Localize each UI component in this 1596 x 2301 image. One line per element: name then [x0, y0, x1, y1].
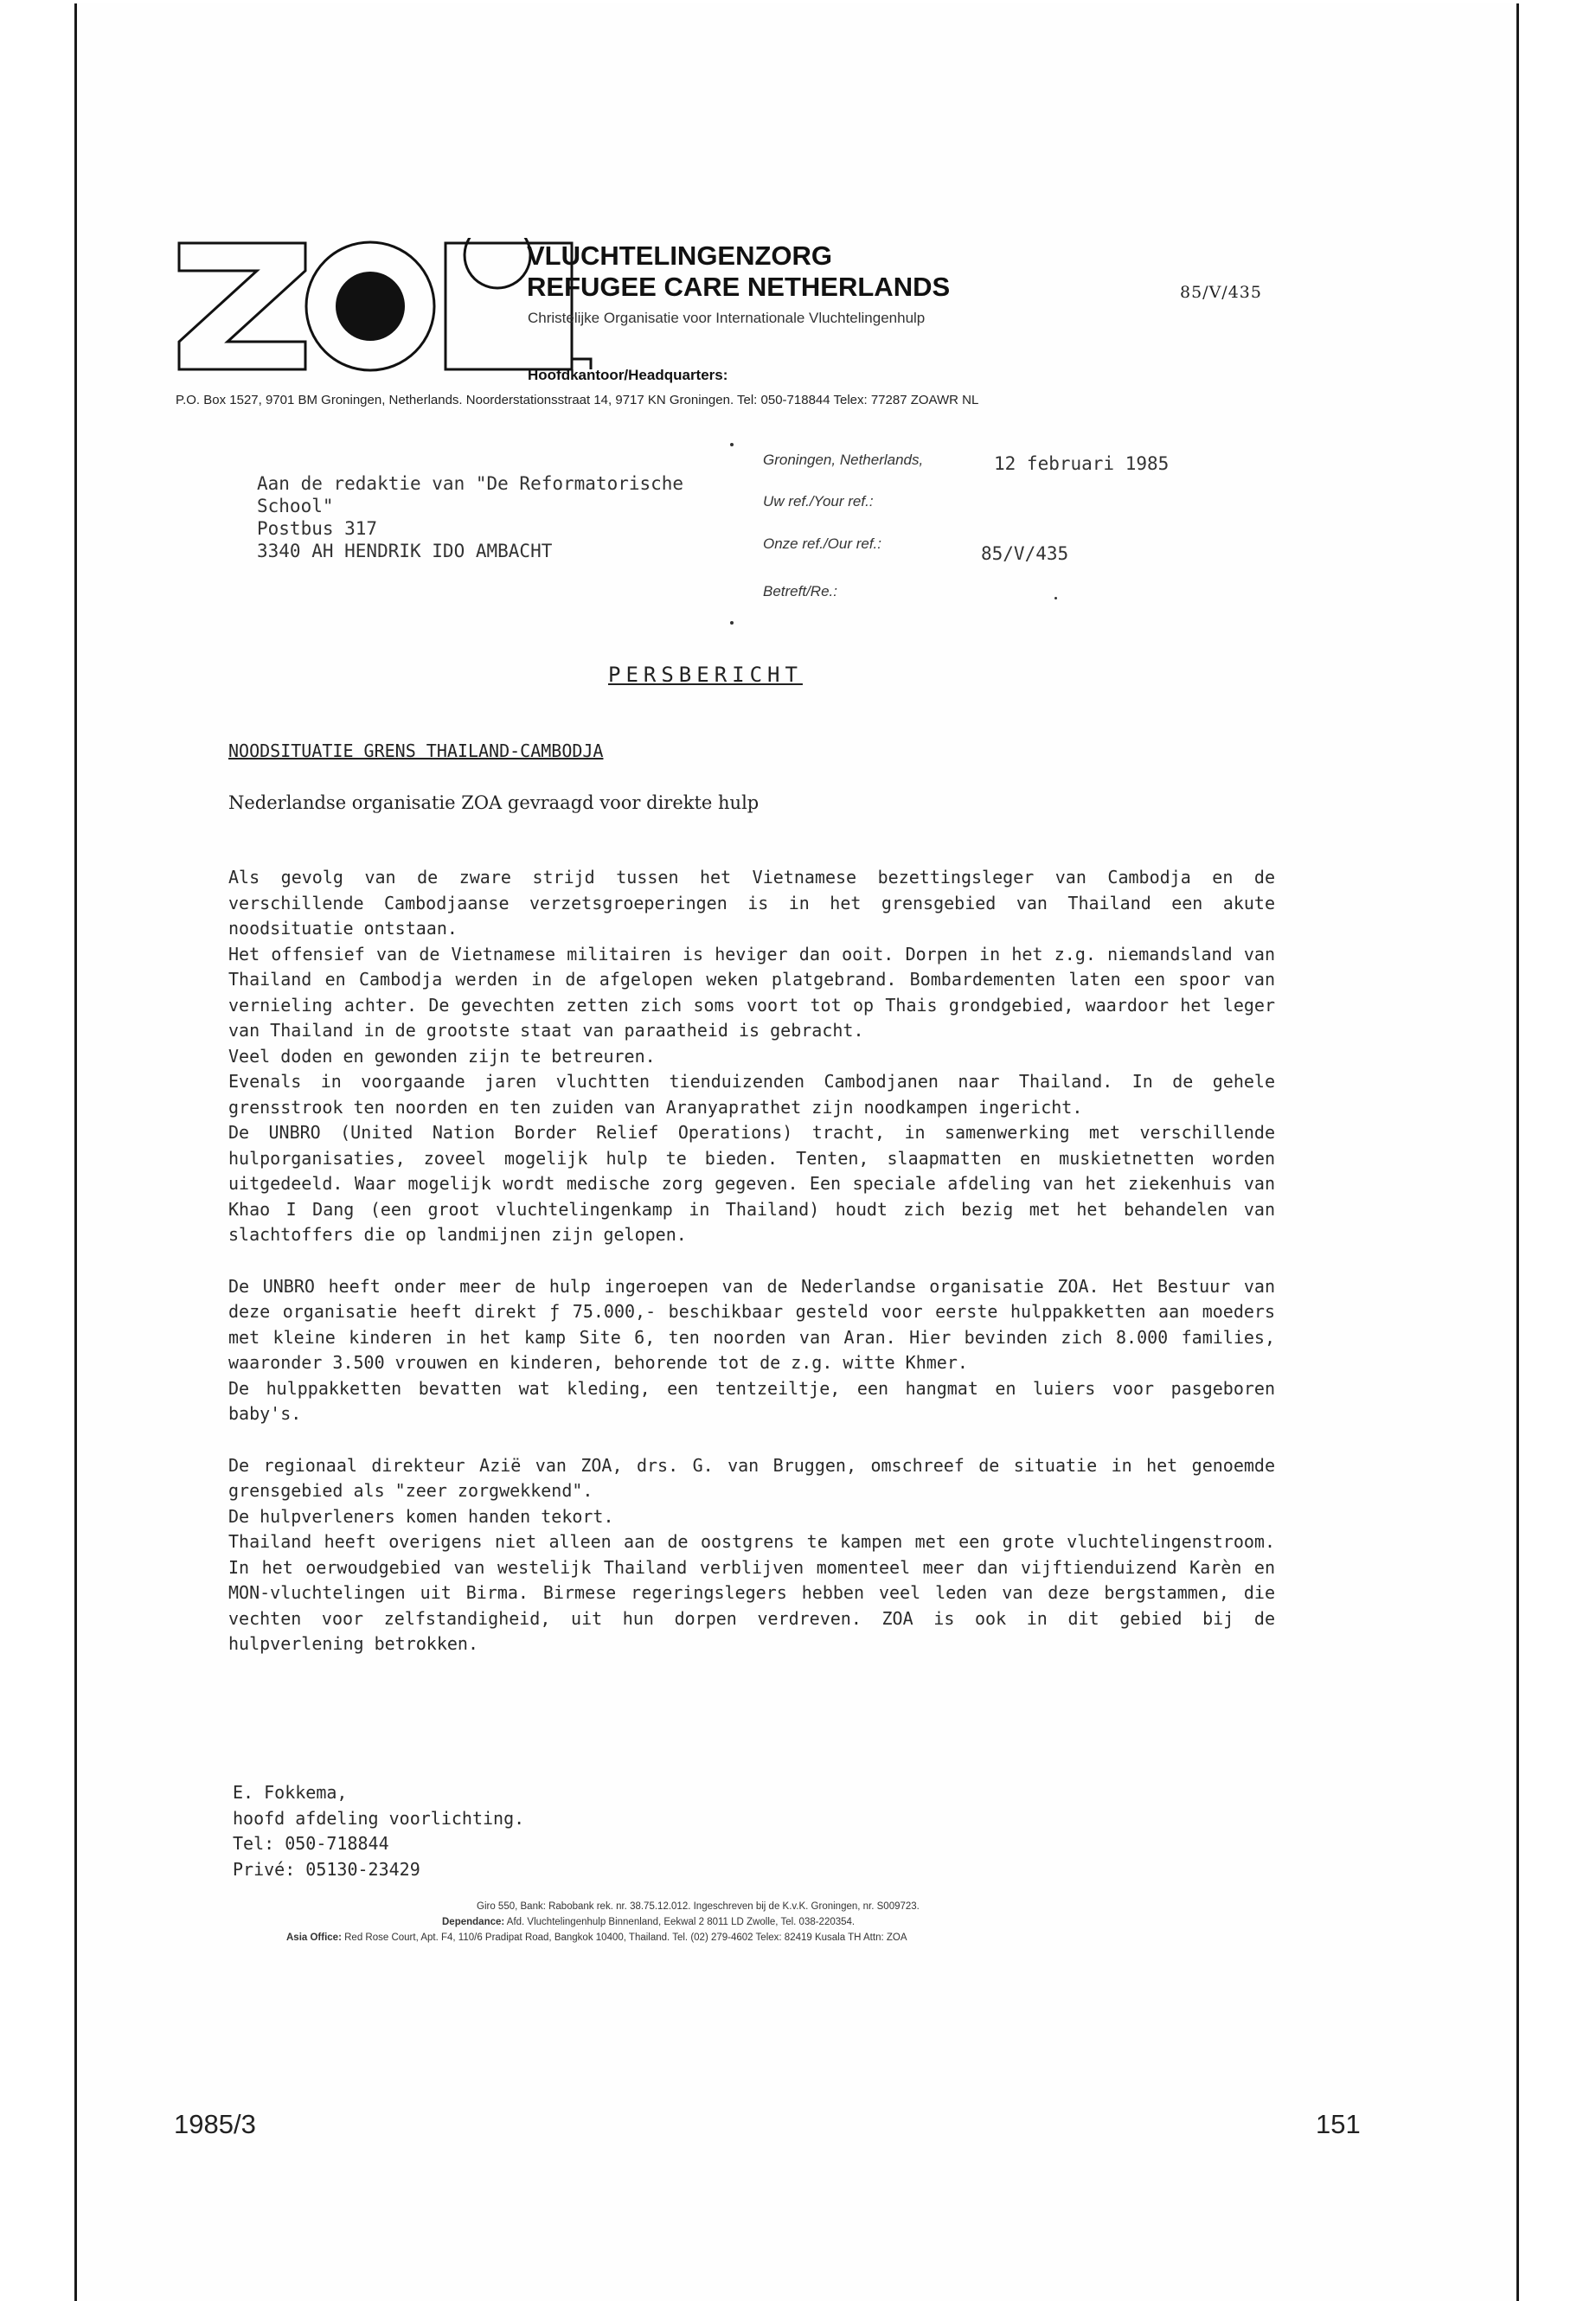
asia-office-text: Red Rose Court, Apt. F4, 110/6 Pradipat Road, Bangkok 10400, Thailand. Tel. (02) 279-4602 Telex: 82419 Kusala TH Attn: ZOA: [344, 1932, 907, 1943]
headquarters-label: Hoofdkantoor/Headquarters:: [528, 367, 728, 383]
recipient-line: School": [257, 496, 334, 516]
our-ref-value: 85/V/435: [981, 543, 1069, 564]
body-paragraph: De UNBRO heeft onder meer de hulp ingeroepen van de Nederlandse organisatie ZOA. Het Bestuur van deze organisatie heeft direkt ƒ 75.000,- beschikbaar gesteld voor eerste hulppakketten aan moeders met kleine kinderen in het kamp Site 6, ten noorden van Aran. Hier bevinden zich 8.000 families, waaronder 3.500 vrouwen en kinderen, behorende tot de z.g. witte Khmer.: [228, 1275, 1275, 1373]
recipient-block: [257, 472, 683, 562]
body-paragraph: De hulppakketten bevatten wat kleding, een tentzeiltje, een hangmat en luiers voor pasgeboren baby's.: [228, 1377, 1275, 1424]
signature-tel: Tel: 050-718844: [233, 1833, 389, 1854]
recipient-line: Aan de redaktie van "De Reformatorische: [257, 473, 684, 494]
org-name-line2: REFUGEE CARE NETHERLANDS: [527, 272, 951, 302]
footer-line-asia: [286, 1932, 907, 1943]
place-label: Groningen, Netherlands,: [763, 452, 924, 468]
body-paragraph: Het offensief van de Vietnamese militairen is heviger dan ooit. Dorpen in het z.g. niemandsland van Thailand en Cambodja werden in de afgelopen weken platgebrand. Bombardementen laten een spoor van vernieling achter. De gevechten zetten zich soms voort tot op Thais grondgebied, waardoor het leger van Thailand in de grootste staat van paraatheid is gebracht.: [228, 943, 1275, 1041]
signature-role: hoofd afdeling voorlichting.: [233, 1807, 525, 1829]
asia-office-label: Asia Office:: [286, 1932, 342, 1943]
re-label: Betreft/Re.:: [763, 583, 837, 599]
bullet-dot: [730, 621, 734, 625]
dependance-text: Afd. Vluchtelingenhulp Binnenland, Eekwal 2 8011 LD Zwolle, Tel. 038-220354.: [506, 1917, 856, 1927]
dependance-label: Dependance:: [442, 1917, 505, 1927]
bullet-dot: [1054, 597, 1057, 599]
bullet-dot: [730, 443, 734, 446]
body-paragraph: Thailand heeft overigens niet alleen aan de oostgrens te kampen met een grote vluchtelingenstroom. In het oerwoudgebied van westelijk Thailand verblijven momenteel meer dan vijftienduizend Karèn en MON-vluchtelingen uit Birma. Birmese regeringslegers hebben veel leden van deze bergstammen, die vechten voor zelfstandigheid, uit hun dorpen verdreven. ZOA is ook in dit gebied bij de hulpverlening betrokken.: [228, 1531, 1275, 1654]
subheadline: Nederlandse organisatie ZOA gevraagd voor direkte hulp: [228, 792, 760, 813]
body-paragraph: Evenals in voorgaande jaren vluchtten tienduizenden Cambodjanen naar Thailand. In de gehele grensstrook ten noorden en ten zuiden van Aranyaprathet zijn noodkampen ingericht.: [228, 1071, 1275, 1118]
our-ref-label: Onze ref./Our ref.:: [763, 535, 881, 552]
signature-block: [233, 1780, 524, 1882]
letterhead-address: P.O. Box 1527, 9701 BM Groningen, Netherlands. Noorderstationsstraat 14, 9717 KN Groningen. Tel: 050-718844 Telex: 77287 ZOAWR NL: [176, 393, 979, 407]
top-reference: 85/V/435: [1180, 283, 1262, 302]
press-release-title: PERSBERICHT: [608, 663, 803, 687]
letter-date: 12 februari 1985: [994, 453, 1170, 474]
press-body: [228, 865, 1275, 1657]
page-number: 151: [1316, 2109, 1361, 2139]
headline: NOODSITUATIE GRENS THAILAND-CAMBODJA: [228, 740, 604, 761]
recipient-line: 3340 AH HENDRIK IDO AMBACHT: [257, 541, 553, 561]
footer-line-dependance: [442, 1917, 855, 1927]
letter-page: [74, 3, 1519, 2301]
body-paragraph: De UNBRO (United Nation Border Relief Operations) tracht, in samenwerking met verschillende hulporganisaties, zoveel mogelijk hulp te bieden. Tenten, slaapmatten en muskietnetten worden uitgedeeld. Waar mogelijk wordt medische zorg gegeven. Een speciale afdeling van het ziekenhuis van Khao I Dang (een groot vluchtelingenkamp in Thailand) houdt zich bezig met het behandelen van slachtoffers die op landmijnen zijn gelopen.: [228, 1122, 1275, 1245]
org-name-line1: VLUCHTELINGENZORG: [527, 240, 833, 271]
signature-name: E. Fokkema,: [233, 1782, 348, 1803]
org-subtitle: Christelijke Organisatie voor Internationale Vluchtelingenhulp: [528, 310, 926, 326]
your-ref-label: Uw ref./Your ref.:: [763, 493, 874, 510]
recipient-line: Postbus 317: [257, 518, 378, 539]
footer-line-bank: Giro 550, Bank: Rabobank rek. nr. 38.75.12.012. Ingeschreven bij de K.v.K. Groningen, nr. S009723.: [477, 1901, 920, 1912]
body-paragraph: Als gevolg van de zware strijd tussen het Vietnamese bezettingsleger van Cambodja en de verschillende Cambodjaanse verzetsgroeperingen is in het grensgebied van Thailand een akute noodsituatie ontstaan.: [228, 867, 1275, 939]
body-paragraph: De regionaal direkteur Azië van ZOA, drs. G. van Bruggen, omschreef de situatie in het genoemde grensgebied als "zeer zorgwekkend".: [228, 1454, 1275, 1501]
body-paragraph: Veel doden en gewonden zijn te betreuren.: [228, 1045, 656, 1067]
issue-number: 1985/3: [174, 2109, 256, 2139]
body-paragraph: De hulpverleners komen handen tekort.: [228, 1505, 614, 1527]
signature-private-tel: Privé: 05130-23429: [233, 1858, 420, 1880]
